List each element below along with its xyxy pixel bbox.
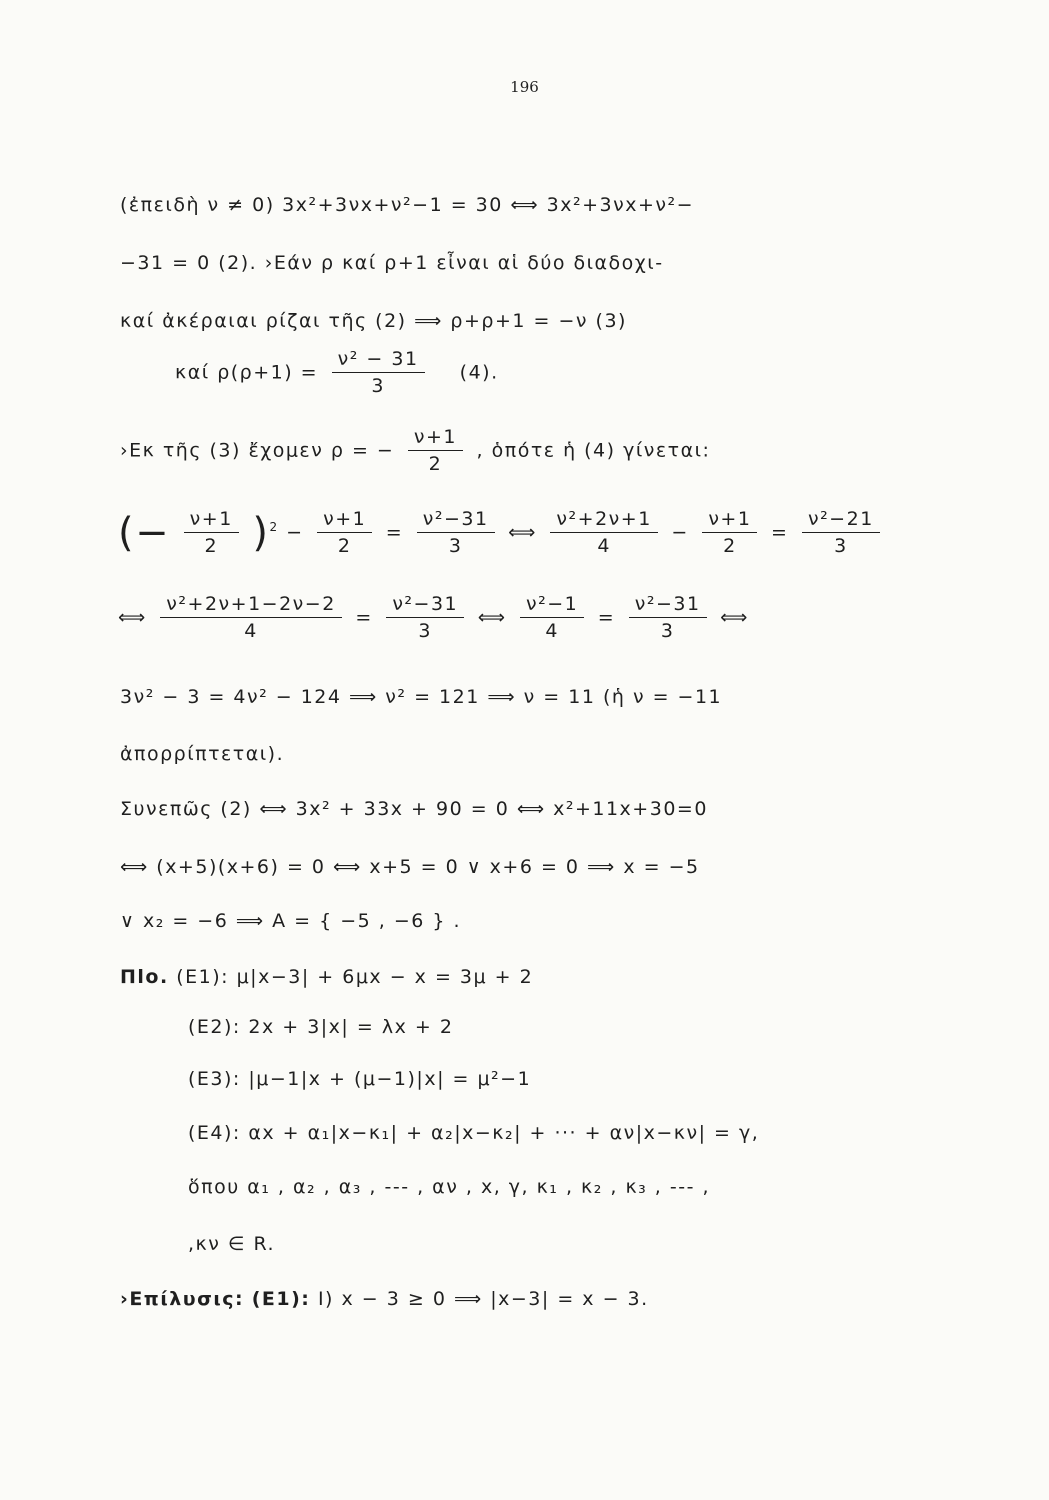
line-5 — [120, 428, 710, 474]
iff-arrow: ⟺ — [118, 606, 147, 629]
iff-arrow: ⟺ — [720, 606, 749, 629]
frac-a — [160, 595, 342, 641]
line-8: 3ν² − 3 = 4ν² − 124 ⟹ ν² = 121 ⟹ ν = 11 (ἡ ν = −11 — [120, 686, 723, 708]
frac-d — [550, 510, 657, 556]
line-17: ὅπου α₁ , α₂ , α₃ , --- , αν , x, γ, κ₁ , κ₂ , κ₃ , --- , — [188, 1176, 711, 1198]
line-4-text: καί ρ(ρ+1) = — [175, 361, 319, 384]
line-19 — [120, 1290, 649, 1309]
frac-f — [802, 510, 880, 556]
numerator: ν²−31 — [629, 595, 707, 618]
iff-arrow: ⟺ — [477, 606, 507, 629]
line-3: καί ἀκέραιαι ρίζαι τῆς (2) ⟹ ρ+ρ+1 = −ν (3) — [120, 310, 627, 332]
frac-b — [317, 510, 372, 556]
line-16: (Ε4): αx + α₁|x−κ₁| + α₂|x−κ₂| + ··· + αν|x−κν| = γ, — [188, 1122, 760, 1144]
denominator: 4 — [545, 620, 559, 642]
page-number: 196 — [510, 78, 539, 96]
line-15: (Ε3): |μ−1|x + (μ−1)|x| = μ²−1 — [188, 1068, 532, 1090]
numerator: ν+1 — [702, 510, 757, 533]
frac-c — [520, 595, 584, 641]
denominator: 3 — [660, 620, 675, 642]
numerator: ν²−1 — [520, 595, 584, 618]
problem-label: Πlo. — [120, 966, 169, 988]
line-14: (Ε2): 2x + 3|x| = λx + 2 — [188, 1016, 454, 1038]
solution-step: I) x − 3 ≥ 0 ⟹ |x−3| = x − 3. — [317, 1288, 649, 1310]
line-1: (ἐπειδὴ ν ≠ 0) 3x²+3νx+ν²−1 = 30 ⟺ 3x²+3νx+ν²− — [120, 194, 695, 216]
line-9: ἀπορρίπτεται). — [120, 743, 285, 765]
line-5-tail: , ὁπότε ἡ (4) γίνεται: — [476, 439, 711, 462]
iff-arrow: ⟺ — [508, 521, 537, 544]
frac-d — [629, 595, 707, 641]
numerator: ν+1 — [408, 428, 463, 451]
line-11: ⟺ (x+5)(x+6) = 0 ⟺ x+5 = 0 ∨ x+6 = 0 ⟹ x = −5 — [120, 856, 700, 878]
denominator: 3 — [834, 535, 848, 557]
exponent: 2 — [269, 520, 279, 535]
frac-b — [386, 595, 464, 641]
line-5-text: ›Εκ τῆς (3) ἔχομεν ρ = − — [120, 439, 395, 462]
denominator: 2 — [204, 535, 219, 557]
frac-a — [184, 510, 239, 556]
fraction-nu1-over-2 — [408, 428, 463, 474]
equals: = — [597, 606, 616, 629]
fraction-nu2-31-over-3 — [332, 350, 425, 396]
denominator: 3 — [371, 375, 385, 397]
denominator: 4 — [244, 620, 258, 642]
numerator: ν²−21 — [802, 510, 880, 533]
line-7 — [118, 595, 749, 641]
numerator: ν+1 — [317, 510, 372, 533]
minus: − — [286, 521, 304, 544]
line-4 — [175, 350, 499, 396]
denominator: 2 — [723, 535, 737, 557]
numerator: ν+1 — [184, 510, 239, 533]
equals: = — [770, 521, 789, 544]
equals: = — [385, 521, 404, 544]
equals: = — [355, 606, 373, 629]
numerator: ν²+2ν+1−2ν−2 — [160, 595, 342, 618]
numerator: ν²+2ν+1 — [550, 510, 657, 533]
line-13 — [120, 968, 533, 987]
line-2: −31 = 0 (2). ›Εάν ρ καί ρ+1 εἶναι αἱ δύο διαδοχι- — [120, 252, 664, 274]
equation-e1: (Ε1): μ|x−3| + 6μx − x = 3μ + 2 — [176, 966, 534, 988]
solution-label: ›Επίλυσις: — [120, 1288, 245, 1310]
equation-ref: (Ε1): — [251, 1288, 311, 1310]
denominator: 2 — [337, 535, 352, 557]
line-10: Συνεπῶς (2) ⟺ 3x² + 33x + 90 = 0 ⟺ x²+11x+30=0 — [120, 798, 708, 820]
line-18: ,κν ∈ R. — [188, 1233, 276, 1255]
numerator: ν²−31 — [417, 510, 495, 533]
numerator: ν²−31 — [386, 595, 464, 618]
denominator: 3 — [418, 620, 433, 642]
paren-open: (− — [118, 510, 171, 556]
line-12: ∨ x₂ = −6 ⟹ A = { −5 , −6 } . — [120, 910, 462, 932]
denominator: 3 — [448, 535, 463, 557]
eq-label-4: (4). — [459, 361, 499, 384]
line-6 — [118, 510, 886, 556]
paren-close: ) — [252, 510, 270, 556]
denominator: 4 — [597, 535, 611, 557]
numerator: ν² − 31 — [332, 350, 425, 373]
frac-e — [702, 510, 757, 556]
minus: − — [671, 521, 689, 544]
denominator: 2 — [428, 453, 443, 475]
frac-c — [417, 510, 495, 556]
